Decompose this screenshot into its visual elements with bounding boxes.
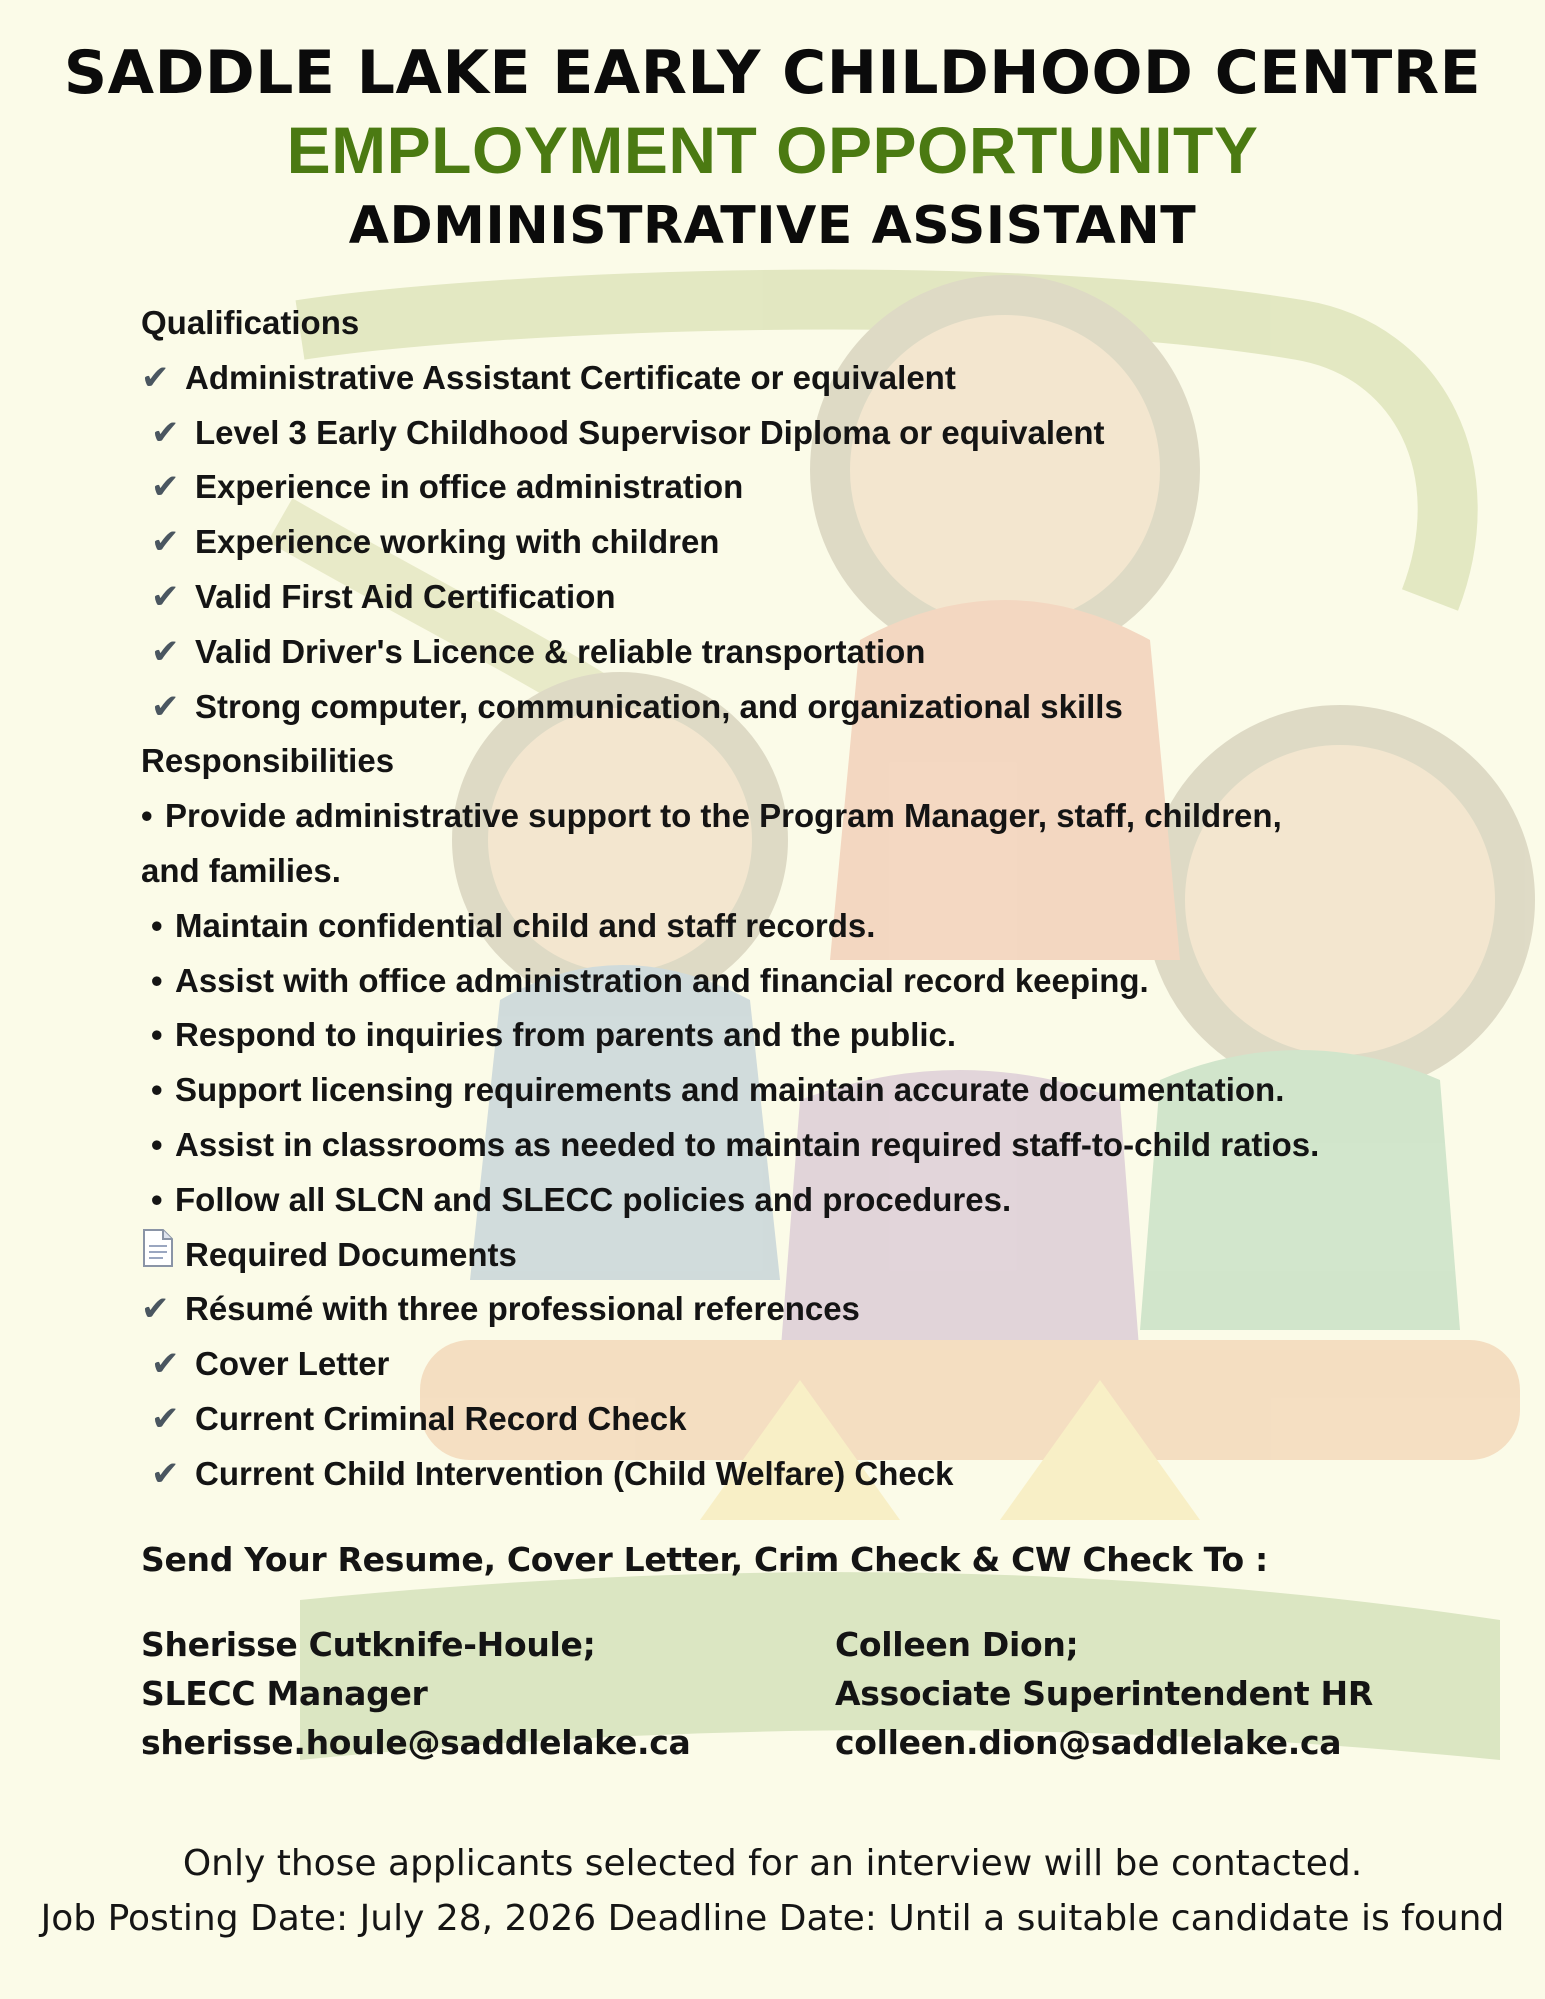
document-item: ✔ Current Criminal Record Check	[141, 1392, 1441, 1447]
check-mark-icon: ✔	[151, 522, 180, 563]
contact-email[interactable]: colleen.dion@saddlelake.ca	[835, 1723, 1342, 1762]
qualification-item: ✔ Valid Driver's Licence & reliable transportation	[141, 625, 1441, 680]
footer-dates: Job Posting Date: July 28, 2026 Deadline Date: Until a suitable candidate is found	[40, 1898, 1505, 1939]
org-title: SADDLE LAKE EARLY CHILDHOOD CENTRE	[63, 38, 1482, 108]
employment-opportunity-title: EMPLOYMENT OPPORTUNITY	[286, 113, 1259, 187]
check-mark-icon: ✔	[141, 357, 170, 398]
bullet-icon: •	[151, 1016, 163, 1054]
qualification-item: ✔ Valid First Aid Certification	[141, 570, 1441, 625]
check-mark-icon: ✔	[151, 631, 180, 672]
contact-name: Sherisse Cutknife-Houle;	[141, 1625, 596, 1664]
responsibility-item: • Respond to inquiries from parents and the public.	[141, 1008, 1441, 1063]
responsibility-item-continuation: and families.	[141, 851, 341, 889]
bullet-icon: •	[141, 797, 153, 835]
contact-name: Colleen Dion;	[835, 1625, 1079, 1664]
document-item: ✔ Current Child Intervention (Child Welfare) Check	[141, 1447, 1441, 1502]
footer-note: Only those applicants selected for an interview will be contacted.	[182, 1843, 1363, 1884]
send-to-line: Send Your Resume, Cover Letter, Crim Check & CW Check To :	[141, 1540, 1268, 1579]
required-documents-heading: Required Documents	[141, 1228, 1441, 1283]
qualification-item: ✔ Administrative Assistant Certificate or equivalent	[141, 351, 1441, 406]
bullet-icon: •	[151, 1180, 163, 1218]
bullet-icon: •	[151, 1125, 163, 1163]
qualifications-heading: Qualifications	[141, 304, 360, 341]
responsibility-item: • Assist in classrooms as needed to maintain required staff-to-child ratios.	[141, 1118, 1441, 1173]
qualification-item: ✔ Level 3 Early Childhood Supervisor Diploma or equivalent	[141, 406, 1441, 461]
check-mark-icon: ✔	[151, 686, 180, 727]
contact-card-manager	[141, 1620, 691, 1767]
check-mark-icon: ✔	[141, 1289, 170, 1330]
document-icon	[141, 1228, 185, 1285]
responsibility-item: • Support licensing requirements and maintain accurate documentation.	[141, 1063, 1441, 1118]
qualification-item: ✔ Experience in office administration	[141, 460, 1441, 515]
bullet-icon: •	[151, 1071, 163, 1109]
position-title: ADMINISTRATIVE ASSISTANT	[348, 196, 1197, 256]
responsibility-item: • Follow all SLCN and SLECC policies and procedures.	[141, 1173, 1441, 1228]
responsibilities-heading: Responsibilities	[141, 742, 395, 780]
responsibility-item: • Assist with office administration and financial record keeping.	[141, 954, 1441, 1009]
responsibility-item: • Provide administrative support to the Program Manager, staff, children,	[141, 789, 1441, 844]
check-mark-icon: ✔	[151, 1398, 180, 1439]
check-mark-icon: ✔	[151, 1344, 180, 1385]
responsibility-item: • Maintain confidential child and staff records.	[141, 899, 1441, 954]
qualification-item: ✔ Experience working with children	[141, 515, 1441, 570]
bullet-icon: •	[151, 961, 163, 999]
check-mark-icon: ✔	[151, 467, 180, 508]
posting-body	[141, 296, 1441, 1502]
document-item: ✔ Cover Letter	[141, 1337, 1441, 1392]
contact-title: Associate Superintendent HR	[835, 1674, 1373, 1713]
contact-email[interactable]: sherisse.houle@saddlelake.ca	[141, 1723, 691, 1762]
qualification-item: ✔ Strong computer, communication, and organizational skills	[141, 680, 1441, 735]
document-item: ✔ Résumé with three professional references	[141, 1282, 1441, 1337]
check-mark-icon: ✔	[151, 1453, 180, 1494]
bullet-icon: •	[151, 906, 163, 944]
check-mark-icon: ✔	[151, 576, 180, 617]
check-mark-icon: ✔	[151, 412, 180, 453]
contact-card-hr	[835, 1620, 1373, 1767]
contact-title: SLECC Manager	[141, 1674, 428, 1713]
